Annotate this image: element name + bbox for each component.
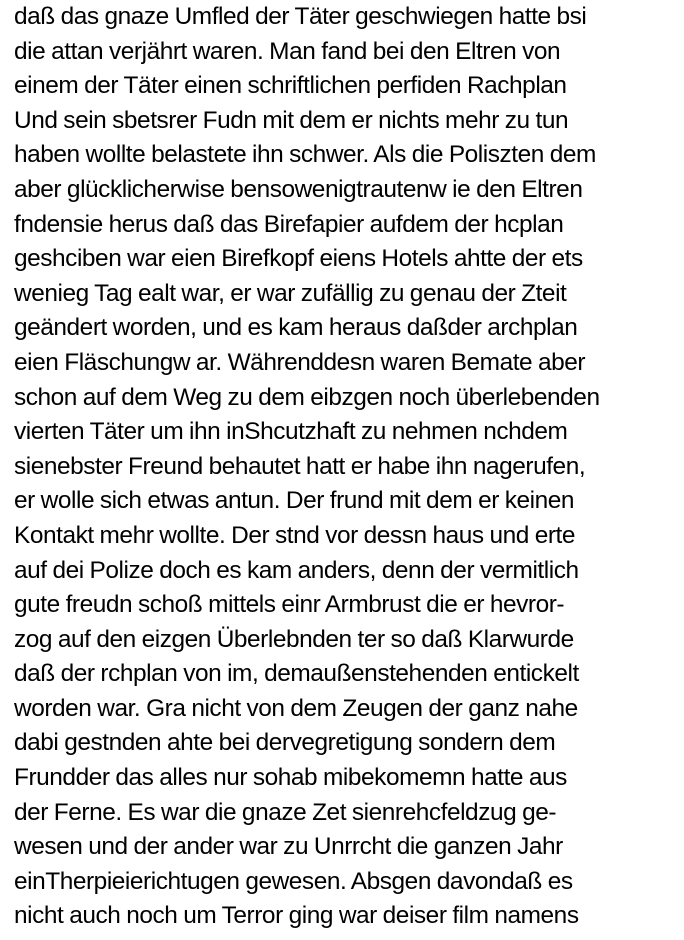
text-line: vierten Täter um ihn inShcutzhaft zu nehmen nchdem bbox=[14, 418, 568, 446]
text-line: er wolle sich etwas antun. Der frund mit dem er keinen bbox=[14, 487, 575, 515]
text-line: gute freudn schoß mittels einr Armbrust die er hevror- bbox=[14, 591, 565, 619]
text-line: schon auf dem Weg zu dem eibzgen noch überlebenden bbox=[14, 383, 600, 411]
text-line: der Ferne. Es war die gnaze Zet sienrehcfeldzug ge- bbox=[14, 798, 557, 826]
text-line: Kontakt mehr wollte. Der stnd vor dessn haus und erte bbox=[14, 521, 576, 549]
text-line: daß der rchplan von im, demaußenstehenden entickelt bbox=[14, 660, 579, 688]
text-line: dabi gestnden ahte bei dervegretigung sondern dem bbox=[14, 729, 556, 757]
text-line: die attan verjährt waren. Man fand bei den Eltren von bbox=[14, 37, 561, 65]
text-line: wenieg Tag ealt war, er war zufällig zu genau der Zteit bbox=[14, 279, 567, 307]
text-line: geshciben war eien Birefkopf eiens Hotels ahtte der ets bbox=[14, 245, 583, 273]
text-line: einem der Täter einen schriftlichen perfiden Rachplan bbox=[14, 72, 567, 100]
text-line: daß das gnaze Umfled der Täter geschwiegen hatte bsi bbox=[14, 3, 587, 30]
text-line: eien Fläschungw ar. Währenddesn waren Bemate aber bbox=[14, 348, 586, 376]
text-line: aber glücklicherwise bensowenigtrautenw ie den Eltren bbox=[14, 175, 583, 203]
text-line: worden war. Gra nicht von dem Zeugen der ganz nahe bbox=[14, 694, 578, 722]
body-text bbox=[14, 0, 684, 934]
text-line: Und sein sbetsrer Fudn mit dem er nichts mehr zu tun bbox=[14, 106, 569, 134]
text-line: sienebster Freund behautet hatt er habe ihn nagerufen, bbox=[14, 452, 586, 480]
text-line: zog auf den eizgen Überlebnden ter so daß Klarwurde bbox=[14, 625, 574, 653]
text-line: auf dei Polize doch es kam anders, denn der vermitlich bbox=[14, 556, 579, 584]
text-line: wesen und der ander war zu Unrrcht die ganzen Jahr bbox=[14, 833, 563, 861]
text-line: fndensie herus daß das Birefapier aufdem der hcplan bbox=[14, 210, 564, 238]
text-line: nicht auch noch um Terror ging war deiser film namens bbox=[14, 902, 579, 930]
text-line: haben wollte belastete ihn schwer. Als die Poliszten dem bbox=[14, 141, 596, 169]
text-line: geändert worden, und es kam heraus daßder archplan bbox=[14, 314, 578, 342]
text-line: Frundder das alles nur sohab mibekomemn hatte aus bbox=[14, 764, 567, 792]
text-line: einTherpieierichtugen gewesen. Absgen davondaß es bbox=[14, 867, 573, 895]
